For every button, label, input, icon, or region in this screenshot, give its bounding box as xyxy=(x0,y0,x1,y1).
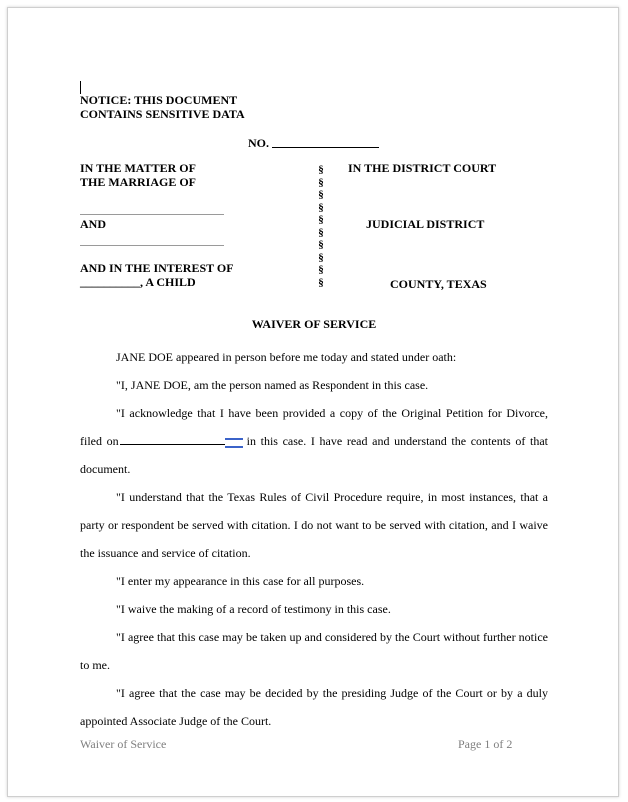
section-symbol: § xyxy=(318,276,324,289)
notice-line-1: NOTICE: THIS DOCUMENT xyxy=(80,93,238,107)
interest-line-1: AND IN THE INTEREST OF xyxy=(80,261,234,275)
section-symbol: § xyxy=(318,176,324,189)
section-symbol-column xyxy=(316,164,326,289)
acknowledge-text-end: in this case. I have read and understand the contents of that document. xyxy=(80,434,548,476)
court-name: IN THE DISTRICT COURT xyxy=(348,161,497,175)
footer-page-number: Page 1 of 2 xyxy=(458,737,513,751)
paragraph-judge: "I agree that the case may be decided by the presiding Judge of the Court or by a duly appointed Associate Judge of the Court. xyxy=(80,686,548,728)
filing-date-blank[interactable] xyxy=(120,434,225,445)
grammar-mark-icon[interactable] xyxy=(225,438,243,448)
paragraph-respondent: "I, JANE DOE, am the person named as Respondent in this case. xyxy=(116,378,429,392)
interest-caption xyxy=(80,261,234,289)
matter-line-2: THE MARRIAGE OF xyxy=(80,175,197,189)
county-label: COUNTY, TEXAS xyxy=(390,277,487,291)
paragraph-waive-record: "I waive the making of a record of testimony in this case. xyxy=(116,602,391,616)
paragraph-acknowledge xyxy=(80,399,548,483)
section-symbol: § xyxy=(318,264,324,276)
document-title: WAIVER OF SERVICE xyxy=(251,317,377,331)
notice-line-2: CONTAINS SENSITIVE DATA xyxy=(80,107,245,121)
section-symbol: § xyxy=(318,214,324,226)
judicial-district: JUDICIAL DISTRICT xyxy=(366,217,485,231)
party-one-blank[interactable] xyxy=(80,214,224,215)
section-symbol: § xyxy=(318,189,324,201)
section-symbol: § xyxy=(318,201,324,214)
section-symbol: § xyxy=(318,226,324,239)
party-two-blank[interactable] xyxy=(80,245,224,246)
footer-title: Waiver of Service xyxy=(80,737,167,751)
matter-line-1: IN THE MATTER OF xyxy=(80,161,196,175)
paragraph-citation: "I understand that the Texas Rules of Civil Procedure require, in most instances, that a party or respondent be served with citation. I do not want to be served with citation, and I waive the issuance and service of citation. xyxy=(80,490,548,560)
paragraph-appearance: JANE DOE appeared in person before me today and stated under oath: xyxy=(116,350,457,364)
section-symbol: § xyxy=(318,164,324,176)
paragraph-no-notice: "I agree that this case may be taken up and considered by the Court without further notice to me. xyxy=(80,630,548,672)
matter-caption xyxy=(80,161,196,189)
case-number-line[interactable] xyxy=(272,147,379,148)
case-number-label: NO. xyxy=(248,136,269,150)
paragraph-enter-appearance: "I enter my appearance in this case for all purposes. xyxy=(116,574,365,588)
acknowledge-text-start: "I acknowledge that I have been provided a copy of the Original Petition for Divorce, filed on xyxy=(80,406,548,448)
section-symbol: § xyxy=(318,239,324,251)
section-symbol: § xyxy=(318,251,324,264)
document-body xyxy=(80,343,548,735)
and-label: AND xyxy=(80,217,106,231)
notice-block xyxy=(80,93,245,121)
interest-line-2: __________, A CHILD xyxy=(80,275,196,289)
